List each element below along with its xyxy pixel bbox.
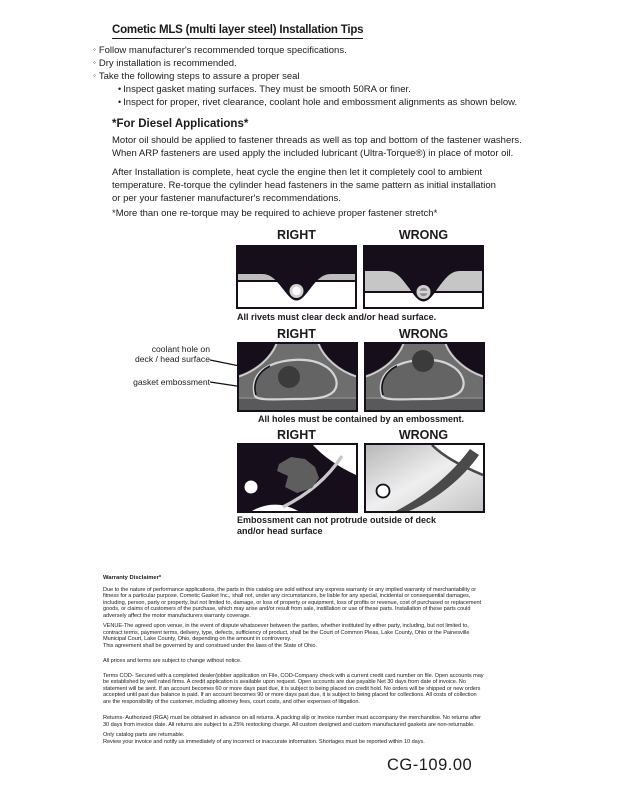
wrong-label: WRONG	[398, 428, 449, 442]
diesel-paragraph-line: After Installation is complete, heat cycle the engine then let it completely cool to ambient	[112, 167, 483, 178]
bullet-text: Take the following steps to assure a proper seal	[98, 71, 300, 82]
dot-bullet-icon: •	[118, 97, 122, 107]
rivet-clearance-wrong-diagram	[363, 245, 484, 309]
right-label: RIGHT	[277, 327, 316, 341]
bullet-item	[93, 58, 237, 69]
figure-caption: All rivets must clear deck and/or head surface.	[237, 312, 437, 322]
coolant-hole-label: deck / head surface	[134, 354, 210, 364]
bullet-text: Dry installation is recommended.	[98, 58, 237, 69]
retorque-note: *More than one re-torque may be required to achieve proper fastener stretch*	[112, 208, 438, 219]
gasket-embossment-label: gasket embossment	[133, 377, 210, 387]
circle-bullet-icon: ◦	[93, 58, 96, 67]
bullet-text: Follow manufacturer's recommended torque specifications.	[98, 45, 347, 56]
figure-caption-line: Embossment can not protrude outside of deck	[237, 515, 437, 525]
diesel-paragraph-line: Motor oil should be applied to fastener threads as well as top and bottom of the fastener washers.	[112, 135, 522, 146]
embossment-containment-right-diagram	[237, 342, 358, 412]
embossment-protrusion-right-diagram	[237, 443, 358, 513]
catalog-parts-paragraph: Only catalog parts are returnable. Review your invoice and notify us immediately of any incorrect or inaccurate information. Shortages must be reported within 10 days.	[103, 732, 425, 745]
rivet-clearance-right-diagram	[236, 245, 357, 309]
diesel-section-heading: *For Diesel Applications*	[112, 118, 249, 130]
figure-caption-line: and/or head surface	[237, 526, 323, 536]
page-title: Cometic MLS (multi layer steel) Installation Tips	[112, 24, 363, 39]
right-label: RIGHT	[277, 428, 316, 442]
circle-bullet-icon: ◦	[93, 71, 96, 80]
sub-bullet-text: Inspect gasket mating surfaces. They must be smooth 50RA or finer.	[123, 84, 411, 95]
diesel-paragraph-line: When ARP fasteners are used apply the included lubricant (Ultra-Torque®) in place of motor oil.	[112, 148, 514, 159]
page-code: CG-109.00	[387, 756, 473, 774]
bullet-item	[93, 71, 300, 82]
circle-bullet-icon: ◦	[93, 45, 96, 54]
diesel-paragraph-line: temperature. Re-torque the cylinder head fasteners in the same pattern as initial installation	[112, 180, 496, 191]
sub-bullet-item	[118, 97, 517, 108]
bullet-item	[93, 45, 347, 56]
sub-bullet-item	[118, 84, 411, 95]
diesel-paragraph-line: or per your fastener manufacturer's recommendations.	[112, 193, 341, 204]
embossment-protrusion-wrong-diagram	[364, 443, 485, 513]
embossment-containment-wrong-diagram	[364, 342, 485, 412]
warranty-paragraph: Due to the nature of performance applications, the parts in this catalog are sold without any express warranty or any implied warranty of merchantability or fitness for a particular purpose. Cometic Gasket Inc., shall not, under any circumstances, be liable for any special, incidental or consequential damages, including, person, party or property, but not limited to, damage, or loss of property or equipment, loss of profits or revenue, cost of purchased or replacement goods, or claims of customers of the purchase, which may arise and/or result from sale, instillation or use of these parts. Installation of these parts could adversely affect the motor manufacturers warranty coverage.	[103, 586, 482, 619]
prices-note: All prices and terms are subject to change without notice.	[103, 658, 242, 664]
warranty-disclaimer	[103, 575, 543, 745]
terms-paragraph: Terms COD- Secured with a completed dealer/jobber application on File, COD-Company check with a current credit card number on file. Open accounts may be established by well rated firms. A credit application is available upon request. Open accounts are due payable Net 30 days from date of invoice. No statement will be sent. If an account becomes 60 or more days past due, it is subject to being placed on credit hold. No orders will be shipped or new orders accepted until past due balance is paid. If an account becomes 90 or more days past due, it is subject to being placed for collections. All costs of collection are the responsibility of the customer, including attorney fees, court costs, and other expenses of litigation.	[103, 672, 484, 705]
right-label: RIGHT	[277, 228, 316, 242]
coolant-hole-label: coolant hole on	[151, 344, 210, 354]
returns-paragraph: Returns- Authorized (RGA) must be obtained in advance on all returns. A packing slip or invoice number must accompany the merchandise. No returns after 30 days from invoice date. All returns are subject to a 25% restocking charge. All custom designed and custom manufactured gaskets are non-returnable.	[103, 715, 481, 728]
dot-bullet-icon: •	[118, 84, 122, 94]
wrong-label: WRONG	[398, 327, 449, 341]
warranty-heading: Warranty Disclaimer*	[103, 575, 162, 581]
venue-paragraph: VENUE-The agreed upon venue, in the event of dispute whatsoever between the parties, whether instituted by either party, including, but not limited to, contract terms, payment terms, delivery, type, defects, sufficiency of product, shall be the Court of Common Pleas, Lake County, Ohio or the Painesville Municipal Court, Lake County, Ohio, depending on the amount in controversy. This agreement shall be governed by and construed under the laws of the State of Ohio.	[103, 623, 470, 649]
figure-caption: All holes must be contained by an embossment.	[257, 414, 465, 424]
wrong-label: WRONG	[398, 228, 449, 242]
sub-bullet-text: Inspect for proper, rivet clearance, coolant hole and embossment alignments as shown below.	[123, 97, 518, 108]
